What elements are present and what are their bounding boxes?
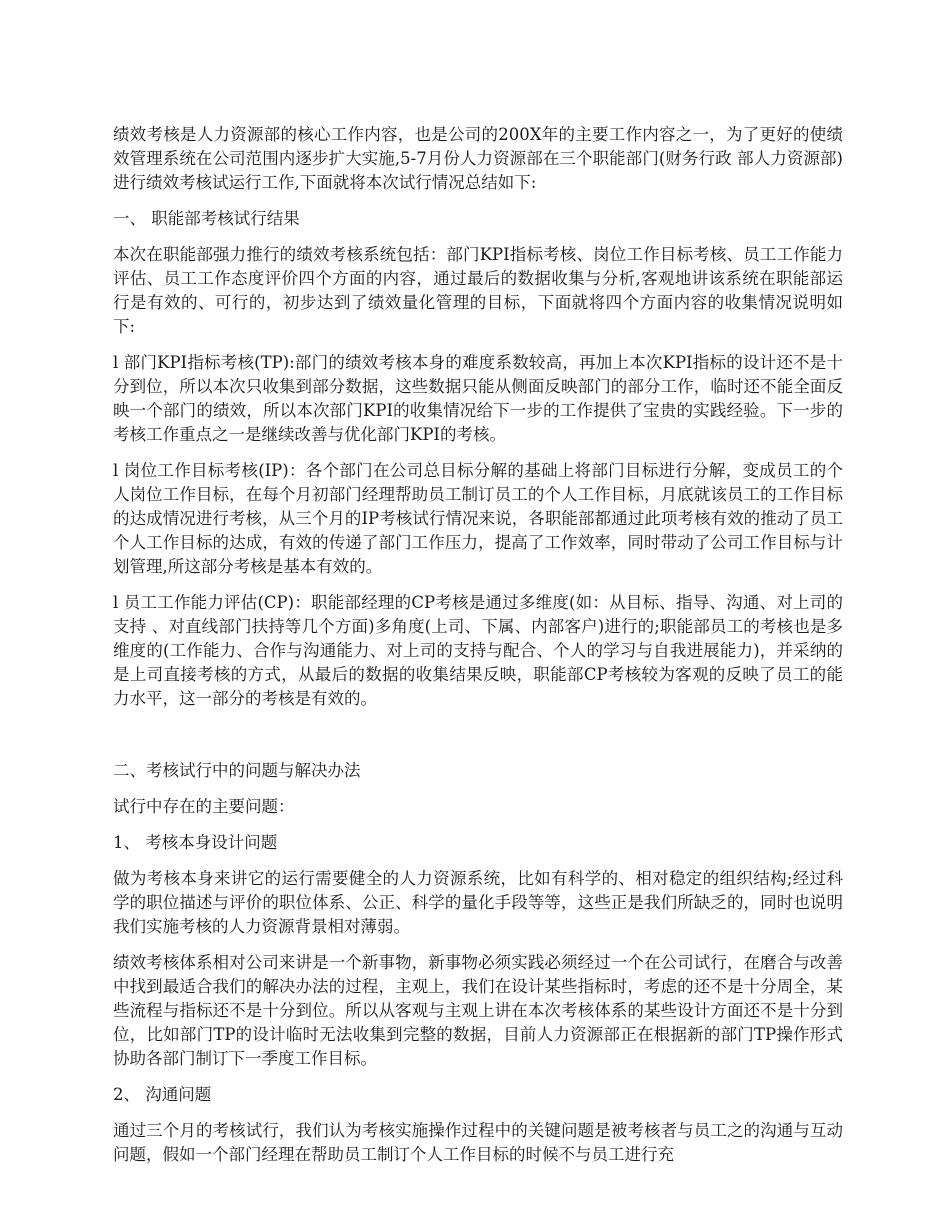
problem-2-paragraph-1: 通过三个月的考核试行，我们认为考核实施操作过程中的关键问题是被考核者与员工之的沟通与互动问题，假如一个部门经理在帮助员工制订个人工作目标的时候不与员工进行充 [113, 1121, 843, 1164]
ip-item-paragraph: l 岗位工作目标考核(IP)：各个部门在公司总目标分解的基础上将部门目标进行分解，变成员工的个人岗位工作目标，在每个月初部门经理帮助员工制订员工的个人工作目标，月底就该员工的工作目标的达成情况进行考核，从三个月的IP考核试行情况来说，各职能部都通过此项考核有效的推动了员工个人工作目标的达成，有效的传递了部门工作压力，提高了工作效率，同时带动了公司工作目标与计划管理,所这部分考核是基本有效的。 [113, 461, 843, 576]
section-heading-1: 一、 职能部考核试行结果 [113, 209, 300, 228]
kpi-item-paragraph: l 部门KPI指标考核(TP):部门的绩效考核本身的难度系数较高，再加上本次KPI指标的设计还不是十分到位，所以本次只收集到部分数据，这些数据只能从侧面反映部门的部分工作，临时还不能全面反映一个部门的绩效，所以本次部门KPI的收集情况给下一步的工作提供了宝贵的实践经验。下一步的考核工作重点之一是继续改善与优化部门KPI的考核。 [113, 353, 843, 444]
cp-item-paragraph: l 员工工作能力评估(CP)：职能部经理的CP考核是通过多维度(如：从目标、指导、沟通、对上司的支持 、对直线部门扶持等几个方面)多角度(上司、下属、内部客户)进行的;职能部员工的考核也是多维度的(工作能力、合作与沟通能力、对上司的支持与配合、个人的学习与自我进展能力)，并采纳的是上司直接考核的方式，从最后的数据的收集结果反映，职能部CP考核较为客观的反映了员工的能力水平，这一部分的考核是有效的。 [113, 593, 843, 708]
problem-2-heading: 2、 沟通问题 [113, 1085, 212, 1104]
document-body [113, 123, 843, 1179]
intro-paragraph: 绩效考核是人力资源部的核心工作内容，也是公司的200X年的主要工作内容之一，为了更好的使绩效管理系统在公司范围内逐步扩大实施,5-7月份人力资源部在三个职能部门(财务行政 部人力资源部)进行绩效考核试运行工作,下面就将本次试行情况总结如下: [113, 125, 843, 192]
section-1-intro-paragraph: 本次在职能部强力推行的绩效考核系统包括：部门KPI指标考核、岗位工作目标考核、员工工作能力评估、员工工作态度评价四个方面的内容，通过最后的数据收集与分析,客观地讲该系统在职能部运行是有效的、可行的，初步达到了绩效量化管理的目标，下面就将四个方面内容的收集情况说明如下: [113, 245, 843, 336]
problem-1-heading: 1、 考核本身设计问题 [113, 833, 278, 852]
section-2-intro-paragraph: 试行中存在的主要问题： [113, 797, 295, 816]
problem-1-paragraph-1: 做为考核本身来讲它的运行需要健全的人力资源系统，比如有科学的、相对稳定的组织结构;经过科学的职位描述与评价的职位体系、公正、科学的量化手段等等，这些正是我们所缺乏的，同时也说明我们实施考核的人力资源背景相对薄弱。 [113, 869, 843, 936]
problem-1-paragraph-2: 绩效考核体系相对公司来讲是一个新事物，新事物必须实践必须经过一个在公司试行，在磨合与改善中找到最适合我们的解决办法的过程，主观上，我们在设计某些指标时，考虑的还不是十分周全，某些流程与指标还不是十分到位。所以从客观与主观上讲在本次考核体系的某些设计方面还不是十分到位，比如部门TP的设计临时无法收集到完整的数据，目前人力资源部正在根据新的部门TP操作形式协助各部门制订下一季度工作目标。 [113, 953, 843, 1068]
section-heading-2: 二、考核试行中的问题与解决办法 [113, 761, 361, 780]
